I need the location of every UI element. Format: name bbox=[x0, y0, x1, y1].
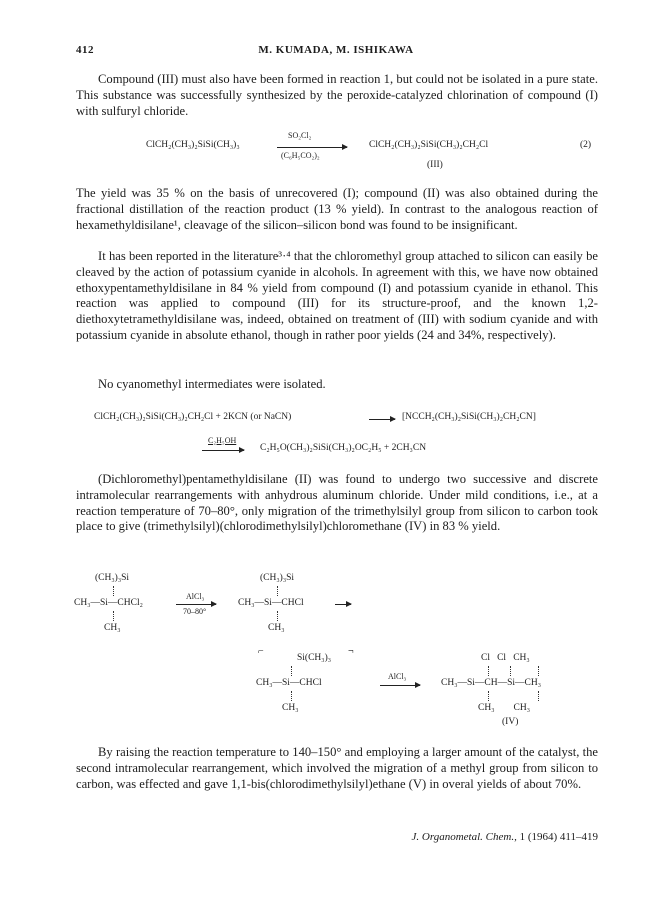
eq3-reactant: ClCH₂(CH₃)₂SiSi(CH₃)₂CH₂Cl + 2KCN (or NaCN) bbox=[94, 412, 292, 422]
scheme-s1-mid: CH₃—Si—CHCl₂ bbox=[74, 598, 143, 608]
eq3-arrow-2 bbox=[202, 450, 244, 451]
scheme-s4-bond-4 bbox=[488, 691, 489, 701]
eq2-product: ClCH₂(CH₃)₂SiSi(CH₃)₂CH₂Cl bbox=[369, 140, 489, 150]
footer-citation bbox=[412, 831, 598, 843]
scheme-s4-bond-2 bbox=[510, 666, 511, 676]
scheme-s1-top: (CH₃)₃Si bbox=[95, 573, 130, 583]
eq3-reagent: C₂H₅OH bbox=[208, 436, 237, 445]
eq2-arrow bbox=[277, 147, 347, 148]
scheme-s1-bond-up bbox=[113, 586, 114, 596]
scheme-arrow-2 bbox=[380, 685, 420, 686]
paragraph-3: It has been reported in the literature³·⁴ that the chloromethyl group attached to silicon can easily be cleaved by the action of potassium cyanide in alcohols. In agreement with this, we have now obtained ethoxypentamethyldisilane in 84 % yield from compound (I) and potassium cyanide in ethanol. This reaction was applied to compound (III) for its structure-proof, and the known 1,2-diethoxytetramethyldisilane was, indeed, obtained on treatment of (III) with sodium cyanide and with potassium cyanide in absolute ethanol, though in rather poor yields (24 and 34%, respectively). bbox=[76, 249, 598, 342]
eq2-reagent-bottom: (C₆H₅CO₂)₂ bbox=[281, 151, 320, 160]
scheme-arrow1-bot: 70–80° bbox=[183, 607, 207, 616]
page-number: 412 bbox=[76, 44, 94, 56]
scheme-bracket-close-top: ¬ bbox=[348, 646, 354, 657]
scheme-s3-top: Si(CH₃)₃ bbox=[297, 653, 332, 663]
footer-volume: 1 (1964) 411–419 bbox=[516, 831, 598, 843]
scheme-s3-bot: CH₃ bbox=[282, 703, 299, 713]
scheme-s2-top: (CH₃)₃Si bbox=[260, 573, 295, 583]
eq3-intermediate: [NCCH₂(CH₃)₂SiSi(CH₃)₂CH₂CN] bbox=[402, 412, 536, 422]
scheme-s4-bond-3 bbox=[538, 666, 539, 676]
scheme-s2-bond-up bbox=[277, 586, 278, 596]
scheme-s4-bond-5 bbox=[538, 691, 539, 701]
scheme-s4-bond-1 bbox=[488, 666, 489, 676]
paragraph-1: Compound (III) must also have been formed in reaction 1, but could not be isolated in a pure state. This substance was successfully synthesized by the peroxide-catalyzed chlorination of compound (I) with sulfuryl chloride. bbox=[76, 72, 598, 118]
scheme-s3-bond-down bbox=[291, 691, 292, 701]
footer-journal: J. Organometal. Chem., bbox=[411, 831, 517, 843]
scheme-s3-bond-up bbox=[291, 666, 292, 676]
scheme-s4-top: Cl Cl CH₃ bbox=[481, 653, 530, 663]
eq2-number: (2) bbox=[580, 140, 592, 150]
eq3-arrow-1 bbox=[369, 419, 395, 420]
scheme-s3-mid: CH₃—Si—CHCl bbox=[256, 678, 322, 688]
eq2-product-label: (III) bbox=[427, 160, 443, 170]
running-head: M. KUMADA, M. ISHIKAWA bbox=[258, 44, 414, 56]
scheme-s2-bot: CH₃ bbox=[268, 623, 285, 633]
paragraph-2: The yield was 35 % on the basis of unrecovered (I); compound (II) was also obtained during the fractional distillation of the reaction product (13 % yield). In contrast to the analogous reaction of hexamethyldisilane¹, cleavage of the silicon–silicon bond was found to be insignificant. bbox=[76, 186, 598, 232]
eq2-reagent-top: SO₂Cl₂ bbox=[288, 131, 312, 140]
scheme-bracket-open-top: ⌐ bbox=[258, 646, 264, 657]
eq3-product: C₂H₅O(CH₃)₂SiSi(CH₃)₂OC₂H₅ + 2CH₃CN bbox=[260, 443, 427, 453]
paragraph-6: By raising the reaction temperature to 140–150° and employing a larger amount of the catalyst, the second intramolecular rearrangement, which involved the migration of a methyl group from silicon to carbon, was effected and gave 1,1-bis(chlorodimethylsilyl)ethane (V) in overal yields of about 70%. bbox=[76, 745, 598, 791]
paragraph-4: No cyanomethyl intermediates were isolated. bbox=[98, 377, 326, 391]
scheme-arrow-1 bbox=[176, 604, 216, 605]
scheme-s1-bot: CH₃ bbox=[104, 623, 121, 633]
scheme-s4-mid: CH₃—Si—CH—Si—CH₃ bbox=[441, 678, 542, 688]
scheme-s2-mid: CH₃—Si—CHCl bbox=[238, 598, 304, 608]
scheme-arrow1-top: AlCl₃ bbox=[186, 592, 205, 601]
scheme-s2-bond-down bbox=[277, 611, 278, 621]
eq2-reactant: ClCH₂(CH₃)₂SiSi(CH₃)₃ bbox=[146, 140, 240, 150]
scheme-arrow-continue bbox=[335, 604, 351, 605]
paragraph-5: (Dichloromethyl)pentamethyldisilane (II) was found to undergo two successive and discrete intramolecular rearrangements with anhydrous aluminum chloride. Under mild conditions, i.e., at a reaction temperature of 70–80°, only migration of the trimethylsilyl group from silicon to carbon took place to give (trimethylsilyl)(chlorodimethylsilyl)chloromethane (IV) in 83 % yield. bbox=[76, 472, 598, 534]
scheme-arrow2-top: AlCl₃ bbox=[388, 672, 407, 681]
scheme-s1-bond-down bbox=[113, 611, 114, 621]
scheme-s4-bot: CH₃ CH₃ bbox=[478, 703, 531, 713]
scheme-s4-label: (IV) bbox=[502, 717, 519, 727]
